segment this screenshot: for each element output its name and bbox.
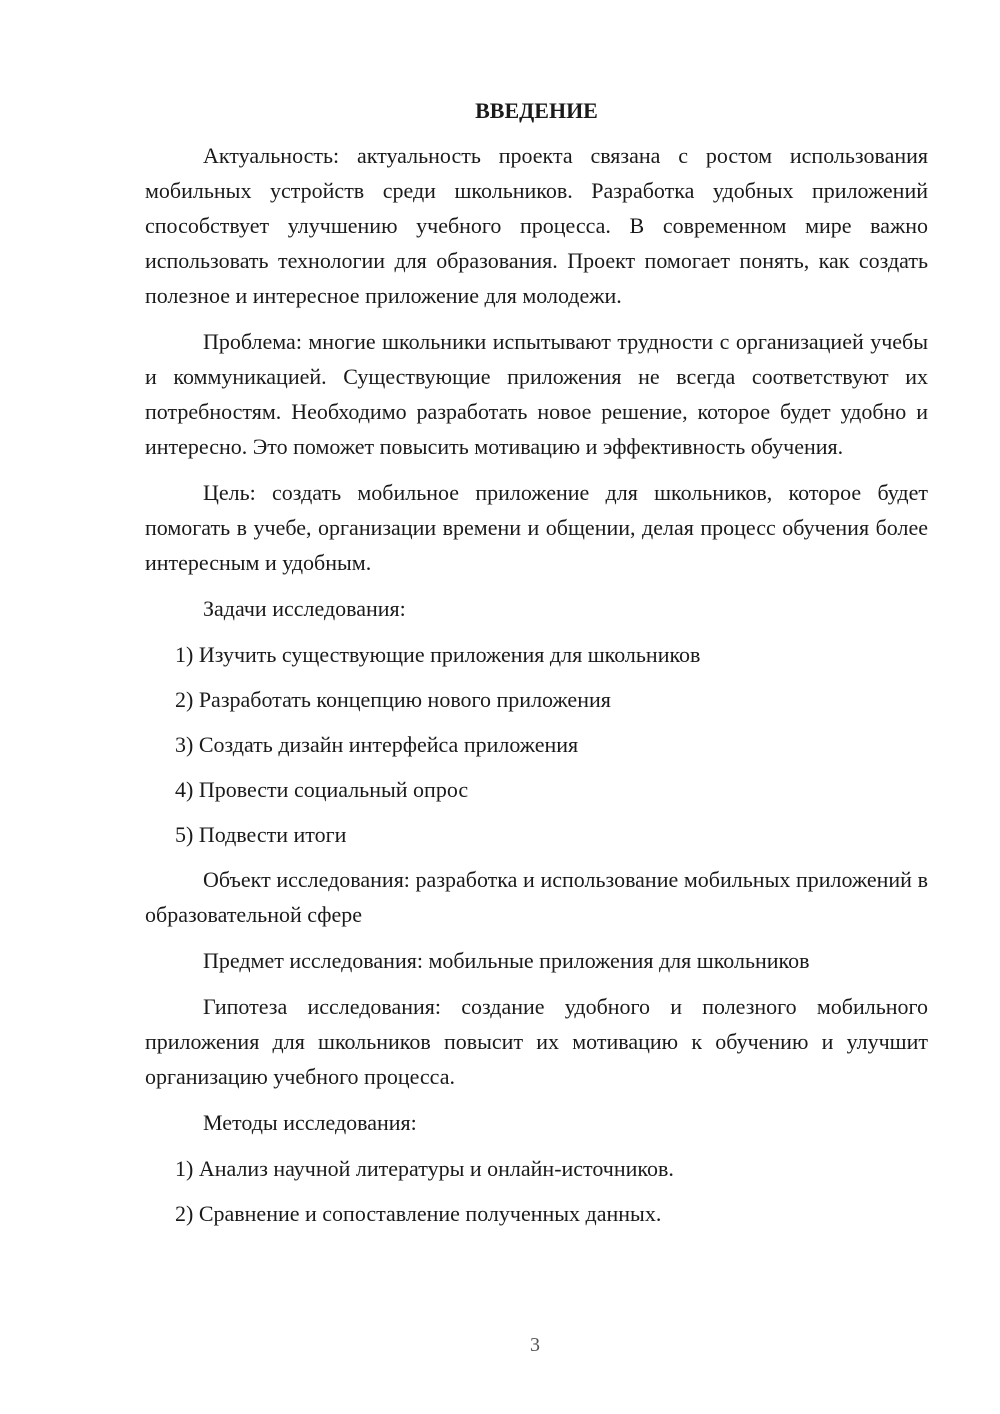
list-item: 1) Изучить существующие приложения для школьников xyxy=(175,642,701,667)
list-item: 3) Создать дизайн интерфейса приложения xyxy=(175,732,579,757)
object-paragraph: Объект исследования: разработка и использование мобильных приложений в образовательной сфере xyxy=(145,867,928,927)
document-page xyxy=(145,96,928,1241)
goal-paragraph: Цель: создать мобильное приложение для школьников, которое будет помогать в учебе, организации времени и общении, делая процесс обучения более интересным и удобным. xyxy=(145,480,928,575)
methods-heading: Методы исследования: xyxy=(203,1110,417,1135)
hypothesis-paragraph: Гипотеза исследования: создание удобного и полезного мобильного приложения для школьников повысит их мотивацию к обучению и улучшит организацию учебного процесса. xyxy=(145,994,928,1089)
list-item: 2) Сравнение и сопоставление полученных данных. xyxy=(175,1201,662,1226)
methods-list xyxy=(145,1151,928,1231)
tasks-heading: Задачи исследования: xyxy=(203,596,406,621)
list-item: 5) Подвести итоги xyxy=(175,822,347,847)
page-number: 3 xyxy=(530,1334,540,1356)
page-title: ВВЕДЕНИЕ xyxy=(475,98,598,123)
tasks-list xyxy=(145,637,928,852)
problem-paragraph: Проблема: многие школьники испытывают трудности с организацией учебы и коммуникацией. Существующие приложения не всегда соответствуют их потребностям. Необходимо разработать новое решение, которое будет удобно и интересно. Это поможет повысить мотивацию и эффективность обучения. xyxy=(145,329,928,459)
list-item: 2) Разработать концепцию нового приложения xyxy=(175,687,611,712)
list-item: 1) Анализ научной литературы и онлайн-источников. xyxy=(175,1156,674,1181)
list-item: 4) Провести социальный опрос xyxy=(175,777,469,802)
subject-paragraph: Предмет исследования: мобильные приложения для школьников xyxy=(203,948,810,973)
relevance-paragraph: Актуальность: актуальность проекта связана с ростом использования мобильных устройств среди школьников. Разработка удобных приложений способствует улучшению учебного процесса. В современном мире важно использовать технологии для образования. Проект помогает понять, как создать полезное и интересное приложение для молодежи. xyxy=(145,143,928,308)
